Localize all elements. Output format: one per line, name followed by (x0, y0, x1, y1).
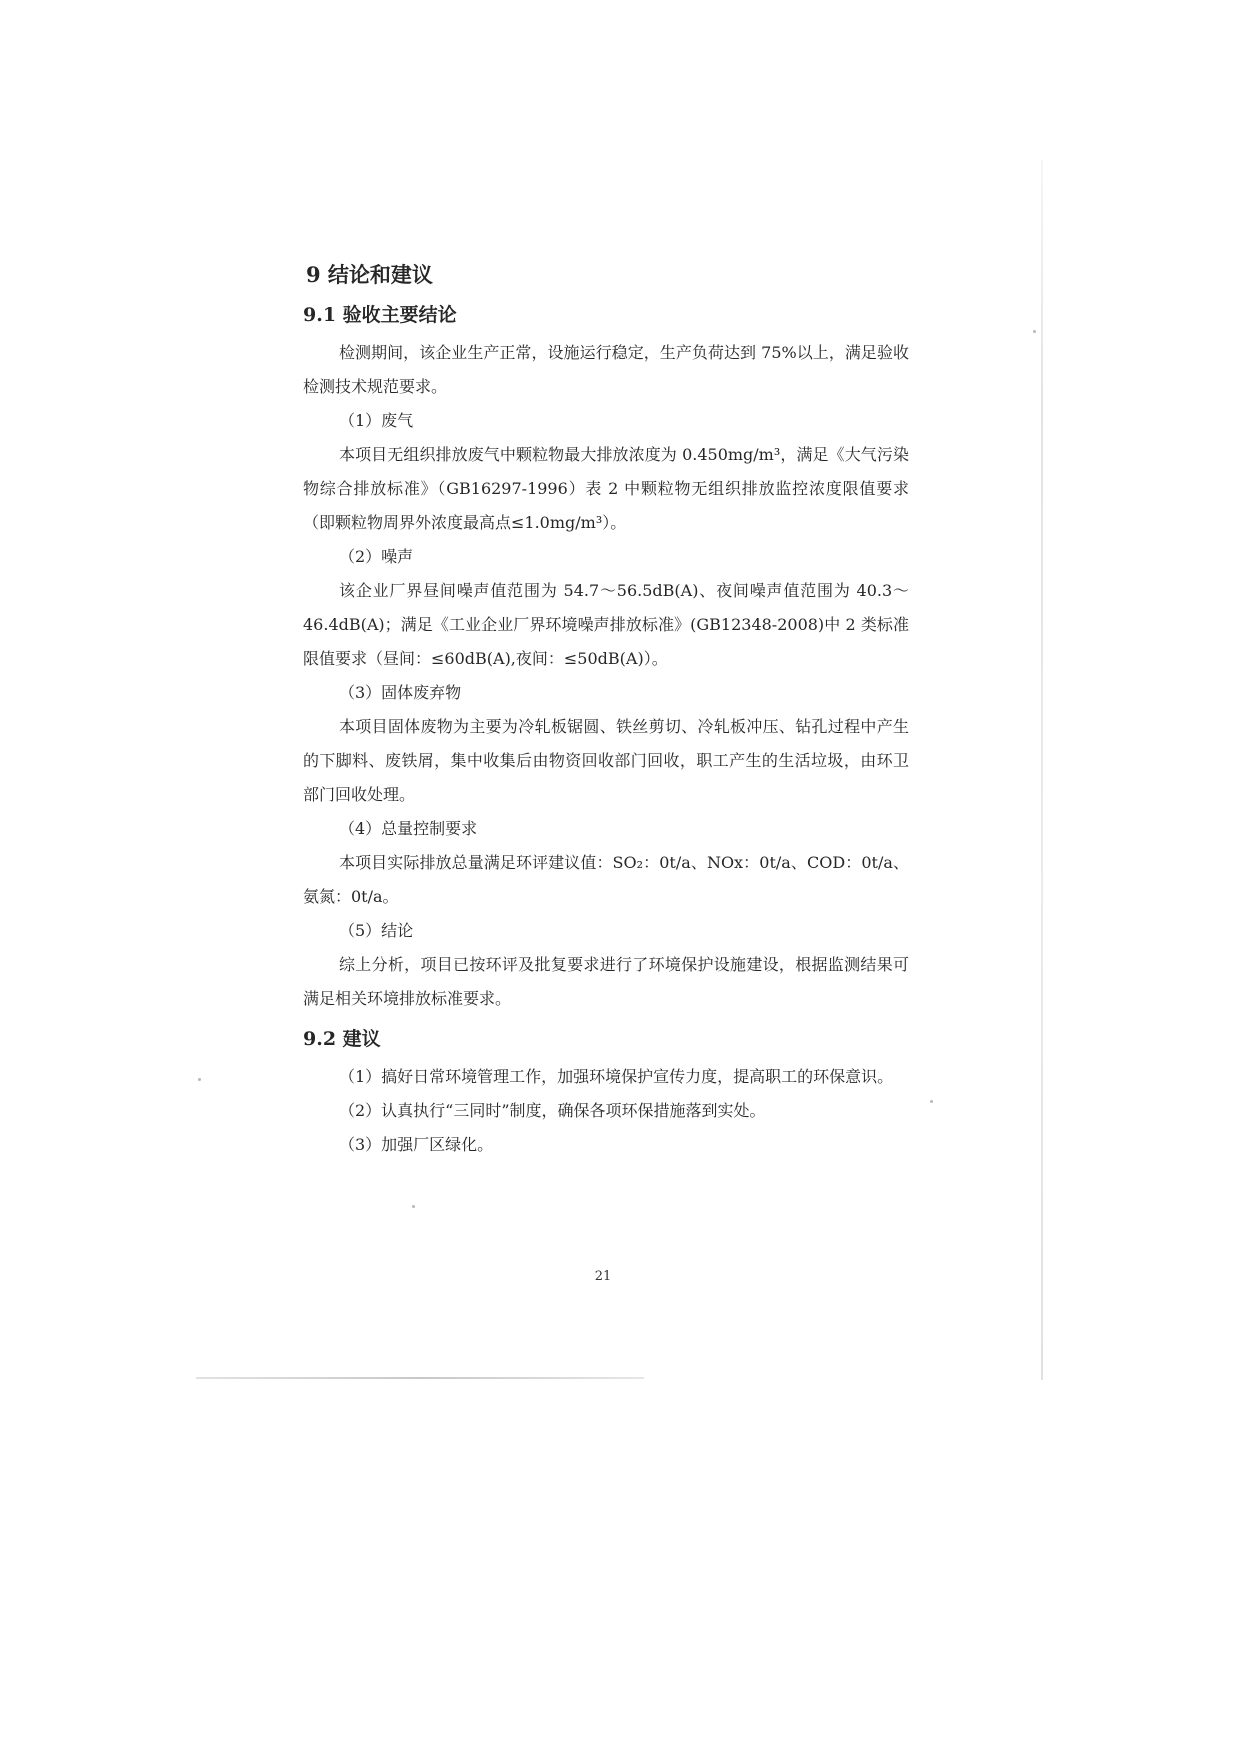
intro-paragraph: 检测期间，该企业生产正常，设施运行稳定，生产负荷达到 75%以上，满足验收检测技术规范要求。 (303, 343, 909, 396)
total-control-paragraph: 本项目实际排放总量满足环评建议值：SO₂：0t/a、NOx：0t/a、COD：0t/a、氨氮：0t/a。 (303, 853, 909, 906)
conclusion-label: （5）结论 (339, 921, 414, 940)
section-heading-9-1: 9.1 验收主要结论 (303, 304, 457, 326)
noise-paragraph: 该企业厂界昼间噪声值范围为 54.7～56.5dB(A)、夜间噪声值范围为 40.3～46.4dB(A)；满足《工业企业厂界环境噪声排放标准》(GB12348-2008)中 2 类标准限值要求（昼间：≤60dB(A),夜间：≤50dB(A)）。 (303, 581, 909, 668)
chapter-heading: 9 结论和建议 (306, 262, 433, 287)
suggestion-item: （2）认真执行“三同时”制度，确保各项环保措施落到实处。 (339, 1101, 766, 1120)
scan-speck (198, 1078, 201, 1081)
scan-edge-bottom (196, 1377, 644, 1379)
total-control-label: （4）总量控制要求 (339, 819, 478, 838)
section-heading-9-2: 9.2 建议 (303, 1028, 381, 1050)
suggestion-item: （1）搞好日常环境管理工作，加强环境保护宣传力度，提高职工的环保意识。 (339, 1067, 894, 1086)
solid-waste-paragraph: 本项目固体废物为主要为冷轧板锯圆、铁丝剪切、冷轧板冲压、钻孔过程中产生的下脚料、废铁屑，集中收集后由物资回收部门回收，职工产生的生活垃圾，由环卫部门回收处理。 (303, 717, 909, 804)
scan-speck (930, 1100, 933, 1103)
scan-speck (1033, 330, 1036, 333)
air-label: （1）废气 (339, 411, 414, 430)
page-number: 21 (594, 1269, 612, 1284)
air-paragraph: 本项目无组织排放废气中颗粒物最大排放浓度为 0.450mg/m³，满足《大气污染物综合排放标准》（GB16297-1996）表 2 中颗粒物无组织排放监控浓度限值要求（即颗粒物周界外浓度最高点≤1.0mg/m³）。 (303, 445, 909, 532)
suggestion-item: （3）加强厂区绿化。 (339, 1135, 494, 1154)
scan-edge-right (1041, 160, 1043, 1380)
conclusion-paragraph: 综上分析，项目已按环评及批复要求进行了环境保护设施建设，根据监测结果可满足相关环境排放标准要求。 (303, 955, 909, 1008)
scan-speck (412, 1205, 415, 1208)
noise-label: （2）噪声 (339, 547, 414, 566)
document-body (303, 250, 909, 1162)
solid-waste-label: （3）固体废弃物 (339, 683, 462, 702)
